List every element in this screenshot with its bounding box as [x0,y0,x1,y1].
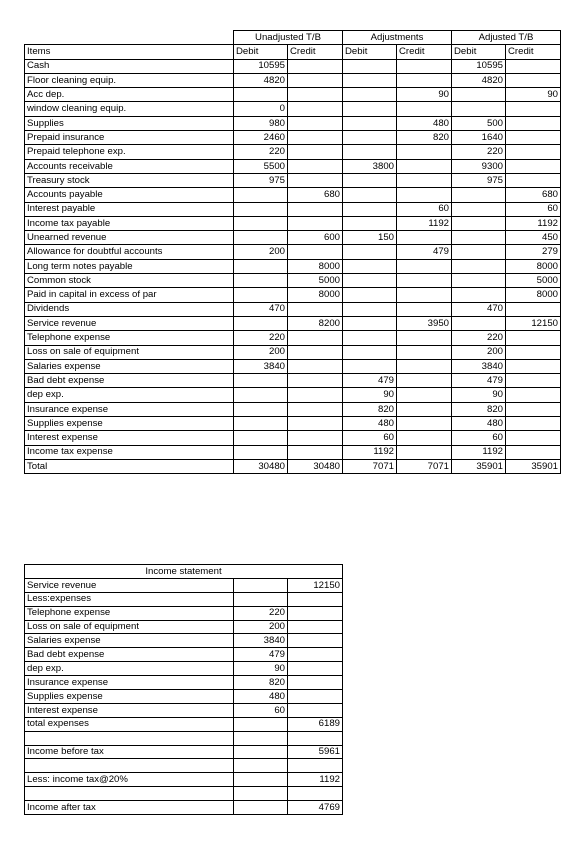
adjustment-debit-cell [343,73,397,87]
adjustment-credit-cell [397,231,452,245]
service-revenue-row: Service revenue 12150 [25,578,343,592]
adjusted-credit-cell [506,417,561,431]
unadjusted-credit-cell [288,388,343,402]
unadjusted-credit-cell [288,116,343,130]
adjusted-debit-cell [452,259,506,273]
income-tax-value: 1192 [288,773,343,787]
unadjusted-debit-cell [234,445,288,459]
adjustment-credit-cell [397,288,452,302]
unadjusted-credit-cell [288,145,343,159]
adjustments-header: Adjustments [343,31,452,45]
unadjusted-debit-cell [234,88,288,102]
adjustment-debit-cell [343,316,397,330]
adjustment-debit-cell [343,359,397,373]
unadjusted-debit-cell: 3840 [234,359,288,373]
unadjusted-credit-cell [288,73,343,87]
unadjusted-debit-cell [234,202,288,216]
account-name: window cleaning equip. [25,102,234,116]
account-name: Supplies expense [25,417,234,431]
unadjusted-debit-cell: 470 [234,302,288,316]
adjusted-credit-cell [506,302,561,316]
unadjusted-credit-cell [288,331,343,345]
expense-label: Salaries expense [25,634,234,648]
adjustment-credit-cell [397,173,452,187]
adjustment-credit-cell: 60 [397,202,452,216]
account-name: Insurance expense [25,402,234,416]
adjustment-credit-cell [397,188,452,202]
adjusted-credit-cell [506,73,561,87]
adjustment-debit-cell [343,331,397,345]
expense-label: Loss on sale of equipment [25,620,234,634]
unadjusted-debit-cell [234,188,288,202]
adjusted-debit-cell: 500 [452,116,506,130]
expense-row [25,620,343,634]
account-name: Telephone expense [25,331,234,345]
account-name: Long term notes payable [25,259,234,273]
table-row [25,374,561,388]
unadjusted-credit-cell [288,359,343,373]
adjusted-credit-cell [506,402,561,416]
adjusted-credit-cell [506,173,561,187]
unadjusted-debit-cell [234,402,288,416]
adjusted-debit-cell [452,231,506,245]
expense-value: 480 [234,690,288,704]
income-before-tax-row: Income before tax 5961 [25,745,343,759]
group-header-row [25,31,561,45]
adjustment-credit-cell [397,388,452,402]
unadjusted-credit-cell: 8200 [288,316,343,330]
adjustment-debit-cell: 150 [343,231,397,245]
table-row [25,431,561,445]
adjustment-debit-cell [343,59,397,73]
income-statement-sheet [24,564,343,815]
adjusted-debit-cell: 4820 [452,73,506,87]
adjustment-credit-cell [397,417,452,431]
unadjusted-debit-cell [234,417,288,431]
account-name: Paid in capital in excess of par [25,288,234,302]
account-name: Prepaid insurance [25,131,234,145]
table-row [25,102,561,116]
unadjusted-debit-cell: 200 [234,245,288,259]
table-row [25,245,561,259]
table-row [25,388,561,402]
table-row [25,259,561,273]
adjusted-debit-cell [452,216,506,230]
account-name: Allowance for doubtful accounts [25,245,234,259]
adjustment-credit-cell [397,345,452,359]
total-expenses-row: total expenses 6189 [25,717,343,731]
adjustment-debit-cell [343,345,397,359]
expense-row [25,676,343,690]
adjusted-credit-cell [506,331,561,345]
expense-row [25,690,343,704]
adjusted-credit-cell [506,374,561,388]
account-name: Common stock [25,274,234,288]
account-name: Total [25,459,234,473]
adjusted-debit-cell: 820 [452,402,506,416]
unadjusted-debit-cell: 220 [234,145,288,159]
unadjusted-credit-cell [288,202,343,216]
expense-value: 90 [234,662,288,676]
table-row [25,88,561,102]
adjustment-debit-cell: 1192 [343,445,397,459]
expense-value: 60 [234,703,288,717]
adjusted-credit-cell: 279 [506,245,561,259]
adjusted-debit-cell: 470 [452,302,506,316]
expense-row [25,606,343,620]
adjusted-credit-cell [506,102,561,116]
expense-label: Supplies expense [25,690,234,704]
adjustment-debit-cell [343,302,397,316]
adjustment-debit-cell: 7071 [343,459,397,473]
unadjusted-credit-cell [288,59,343,73]
income-after-tax-row: Income after tax 4769 [25,801,343,815]
unadjusted-credit-cell [288,431,343,445]
unadjusted-debit-cell: 30480 [234,459,288,473]
unadjusted-credit-cell [288,417,343,431]
account-name: Accounts receivable [25,159,234,173]
adjustment-debit-cell [343,102,397,116]
adjustment-credit-cell [397,374,452,388]
unadjusted-credit-cell [288,216,343,230]
table-row [25,159,561,173]
adjustment-debit-cell [343,274,397,288]
adjustment-debit-cell [343,88,397,102]
unadjusted-credit-cell [288,345,343,359]
table-row [25,402,561,416]
unadjusted-debit-cell [234,274,288,288]
table-row [25,202,561,216]
account-name: dep exp. [25,388,234,402]
unadjusted-credit-cell: 5000 [288,274,343,288]
unadjusted-debit-cell [234,374,288,388]
unadjusted-credit-cell: 8000 [288,288,343,302]
expense-row [25,648,343,662]
adjustment-debit-cell [343,173,397,187]
income-before-tax-value: 5961 [288,745,343,759]
adjusted-debit-cell [452,274,506,288]
income-statement-title: Income statement [25,565,343,579]
adjustment-credit-cell: 480 [397,116,452,130]
column-header-row [25,45,561,59]
income-statement-table [24,564,343,815]
adjustment-debit-cell [343,202,397,216]
account-name: Service revenue [25,316,234,330]
unadjusted-credit-cell [288,445,343,459]
account-name: Unearned revenue [25,231,234,245]
table-row [25,131,561,145]
table-row [25,216,561,230]
table-row [25,345,561,359]
unadjusted-debit-cell [234,431,288,445]
adjustment-credit-cell [397,331,452,345]
unadjusted-tb-header: Unadjusted T/B [234,31,343,45]
adjusted-debit-cell: 10595 [452,59,506,73]
adjusted-credit-cell [506,359,561,373]
unadjusted-credit-cell [288,374,343,388]
adjustment-credit-cell: 3950 [397,316,452,330]
account-name: Interest payable [25,202,234,216]
account-name: Income tax expense [25,445,234,459]
adjustment-debit-cell [343,116,397,130]
adjusted-credit-cell [506,345,561,359]
adjustment-debit-cell [343,216,397,230]
adjusted-credit-cell: 680 [506,188,561,202]
expense-label: Interest expense [25,703,234,717]
table-row [25,188,561,202]
adjustment-credit-cell [397,59,452,73]
unadjusted-debit-cell: 0 [234,102,288,116]
unadjusted-debit-cell: 980 [234,116,288,130]
adjustment-debit-cell: 479 [343,374,397,388]
unadjusted-debit-cell: 200 [234,345,288,359]
adjusted-debit-cell: 200 [452,345,506,359]
expense-row [25,703,343,717]
adjusted-credit-header: Credit [506,45,561,59]
adjustment-credit-cell [397,302,452,316]
adjustment-debit-cell: 60 [343,431,397,445]
expense-label: dep exp. [25,662,234,676]
account-name: Interest expense [25,431,234,445]
trial-balance-table [24,30,561,474]
table-row [25,288,561,302]
adjustment-debit-cell [343,131,397,145]
adjustment-credit-cell: 7071 [397,459,452,473]
unadjusted-credit-cell: 680 [288,188,343,202]
expense-value: 820 [234,676,288,690]
adjusted-tb-header: Adjusted T/B [452,31,561,45]
expense-row [25,662,343,676]
adjusted-debit-cell [452,188,506,202]
unadjusted-credit-cell: 30480 [288,459,343,473]
adjustment-credit-cell [397,102,452,116]
adjustment-debit-cell [343,145,397,159]
table-row [25,116,561,130]
income-tax-row: Less: income tax@20% 1192 [25,773,343,787]
adjustment-credit-cell: 820 [397,131,452,145]
adjusted-debit-cell [452,245,506,259]
adjustment-credit-cell [397,445,452,459]
adjustment-credit-cell [397,359,452,373]
account-name: Bad debt expense [25,374,234,388]
adjustment-debit-cell: 3800 [343,159,397,173]
adjusted-debit-cell: 1640 [452,131,506,145]
adjusted-debit-cell: 220 [452,331,506,345]
adjustment-credit-cell [397,274,452,288]
unadjusted-credit-cell [288,88,343,102]
adjustment-debit-cell [343,288,397,302]
adjusted-credit-cell [506,116,561,130]
adjusted-debit-cell [452,316,506,330]
unadjusted-debit-cell: 4820 [234,73,288,87]
adjusted-credit-cell: 8000 [506,259,561,273]
adjustment-credit-cell [397,431,452,445]
unadjusted-credit-cell [288,245,343,259]
adjusted-debit-cell [452,202,506,216]
adjustment-credit-cell [397,159,452,173]
adjustment-debit-cell [343,259,397,273]
unadjusted-debit-cell [234,216,288,230]
adjusted-credit-cell [506,388,561,402]
unadjusted-debit-cell: 2460 [234,131,288,145]
expense-label: Bad debt expense [25,648,234,662]
adjusted-debit-cell: 35901 [452,459,506,473]
table-row [25,331,561,345]
service-revenue-value: 12150 [288,578,343,592]
total-expenses-value: 6189 [288,717,343,731]
expense-value: 200 [234,620,288,634]
account-name: Income tax payable [25,216,234,230]
adjusted-credit-cell [506,445,561,459]
adjustment-credit-cell [397,402,452,416]
expense-value: 479 [234,648,288,662]
unadjusted-debit-cell: 10595 [234,59,288,73]
adjusted-credit-cell: 60 [506,202,561,216]
account-name: Cash [25,59,234,73]
unadjusted-credit-cell [288,173,343,187]
account-name: Salaries expense [25,359,234,373]
adjusted-credit-cell: 35901 [506,459,561,473]
adjusted-debit-cell: 1192 [452,445,506,459]
table-row [25,359,561,373]
adjusted-debit-cell: 220 [452,145,506,159]
account-name: Treasury stock [25,173,234,187]
unadjusted-debit-cell [234,316,288,330]
adjusted-credit-cell [506,431,561,445]
unadjusted-credit-cell: 600 [288,231,343,245]
account-name: Floor cleaning equip. [25,73,234,87]
adjustments-credit-header: Credit [397,45,452,59]
adjusted-credit-cell: 8000 [506,288,561,302]
adjustment-credit-cell [397,73,452,87]
unadjusted-credit-cell: 8000 [288,259,343,273]
adjustment-debit-cell: 480 [343,417,397,431]
account-name: Loss on sale of equipment [25,345,234,359]
expense-row [25,634,343,648]
adjusted-debit-cell [452,288,506,302]
unadjusted-credit-cell [288,131,343,145]
unadjusted-debit-cell: 5500 [234,159,288,173]
adjusted-debit-cell: 90 [452,388,506,402]
table-row [25,73,561,87]
adjustment-debit-cell [343,245,397,259]
table-row [25,173,561,187]
adjustments-debit-header: Debit [343,45,397,59]
account-name: Dividends [25,302,234,316]
adjusted-debit-cell: 3840 [452,359,506,373]
unadjusted-debit-cell [234,231,288,245]
adjustment-credit-cell: 90 [397,88,452,102]
adjustment-credit-cell: 1192 [397,216,452,230]
adjusted-credit-cell: 90 [506,88,561,102]
table-row [25,417,561,431]
expense-value: 3840 [234,634,288,648]
adjusted-debit-cell: 975 [452,173,506,187]
adjusted-credit-cell: 12150 [506,316,561,330]
table-row [25,274,561,288]
less-expenses-row: Less:expenses [25,592,343,606]
adjusted-credit-cell: 5000 [506,274,561,288]
unadjusted-debit-cell: 220 [234,331,288,345]
total-row [25,459,561,473]
unadjusted-debit-cell: 975 [234,173,288,187]
adjustment-credit-cell [397,145,452,159]
adjusted-debit-cell: 9300 [452,159,506,173]
table-row [25,445,561,459]
table-row [25,145,561,159]
account-name: Acc dep. [25,88,234,102]
adjusted-credit-cell: 1192 [506,216,561,230]
account-name: Accounts payable [25,188,234,202]
adjusted-debit-cell: 480 [452,417,506,431]
adjusted-debit-cell [452,88,506,102]
adjusted-debit-header: Debit [452,45,506,59]
adjustment-debit-cell: 90 [343,388,397,402]
adjusted-credit-cell [506,159,561,173]
unadjusted-credit-cell [288,102,343,116]
adjusted-credit-cell [506,145,561,159]
adjusted-credit-cell: 450 [506,231,561,245]
adjusted-debit-cell: 60 [452,431,506,445]
expense-value: 220 [234,606,288,620]
table-row [25,231,561,245]
table-row [25,59,561,73]
table-row [25,302,561,316]
trial-balance-sheet [24,30,561,474]
unadjusted-credit-header: Credit [288,45,343,59]
unadjusted-credit-cell [288,159,343,173]
expense-label: Insurance expense [25,676,234,690]
unadjusted-debit-cell [234,388,288,402]
unadjusted-debit-header: Debit [234,45,288,59]
adjusted-debit-cell: 479 [452,374,506,388]
unadjusted-debit-cell [234,259,288,273]
unadjusted-debit-cell [234,288,288,302]
adjusted-debit-cell [452,102,506,116]
account-name: Supplies [25,116,234,130]
adjustment-credit-cell [397,259,452,273]
unadjusted-credit-cell [288,302,343,316]
unadjusted-credit-cell [288,402,343,416]
adjusted-credit-cell [506,59,561,73]
adjustment-debit-cell: 820 [343,402,397,416]
table-row [25,316,561,330]
adjustment-debit-cell [343,188,397,202]
income-after-tax-value: 4769 [288,801,343,815]
adjustment-credit-cell: 479 [397,245,452,259]
account-name: Prepaid telephone exp. [25,145,234,159]
items-header: Items [25,45,234,59]
adjusted-credit-cell [506,131,561,145]
expense-label: Telephone expense [25,606,234,620]
